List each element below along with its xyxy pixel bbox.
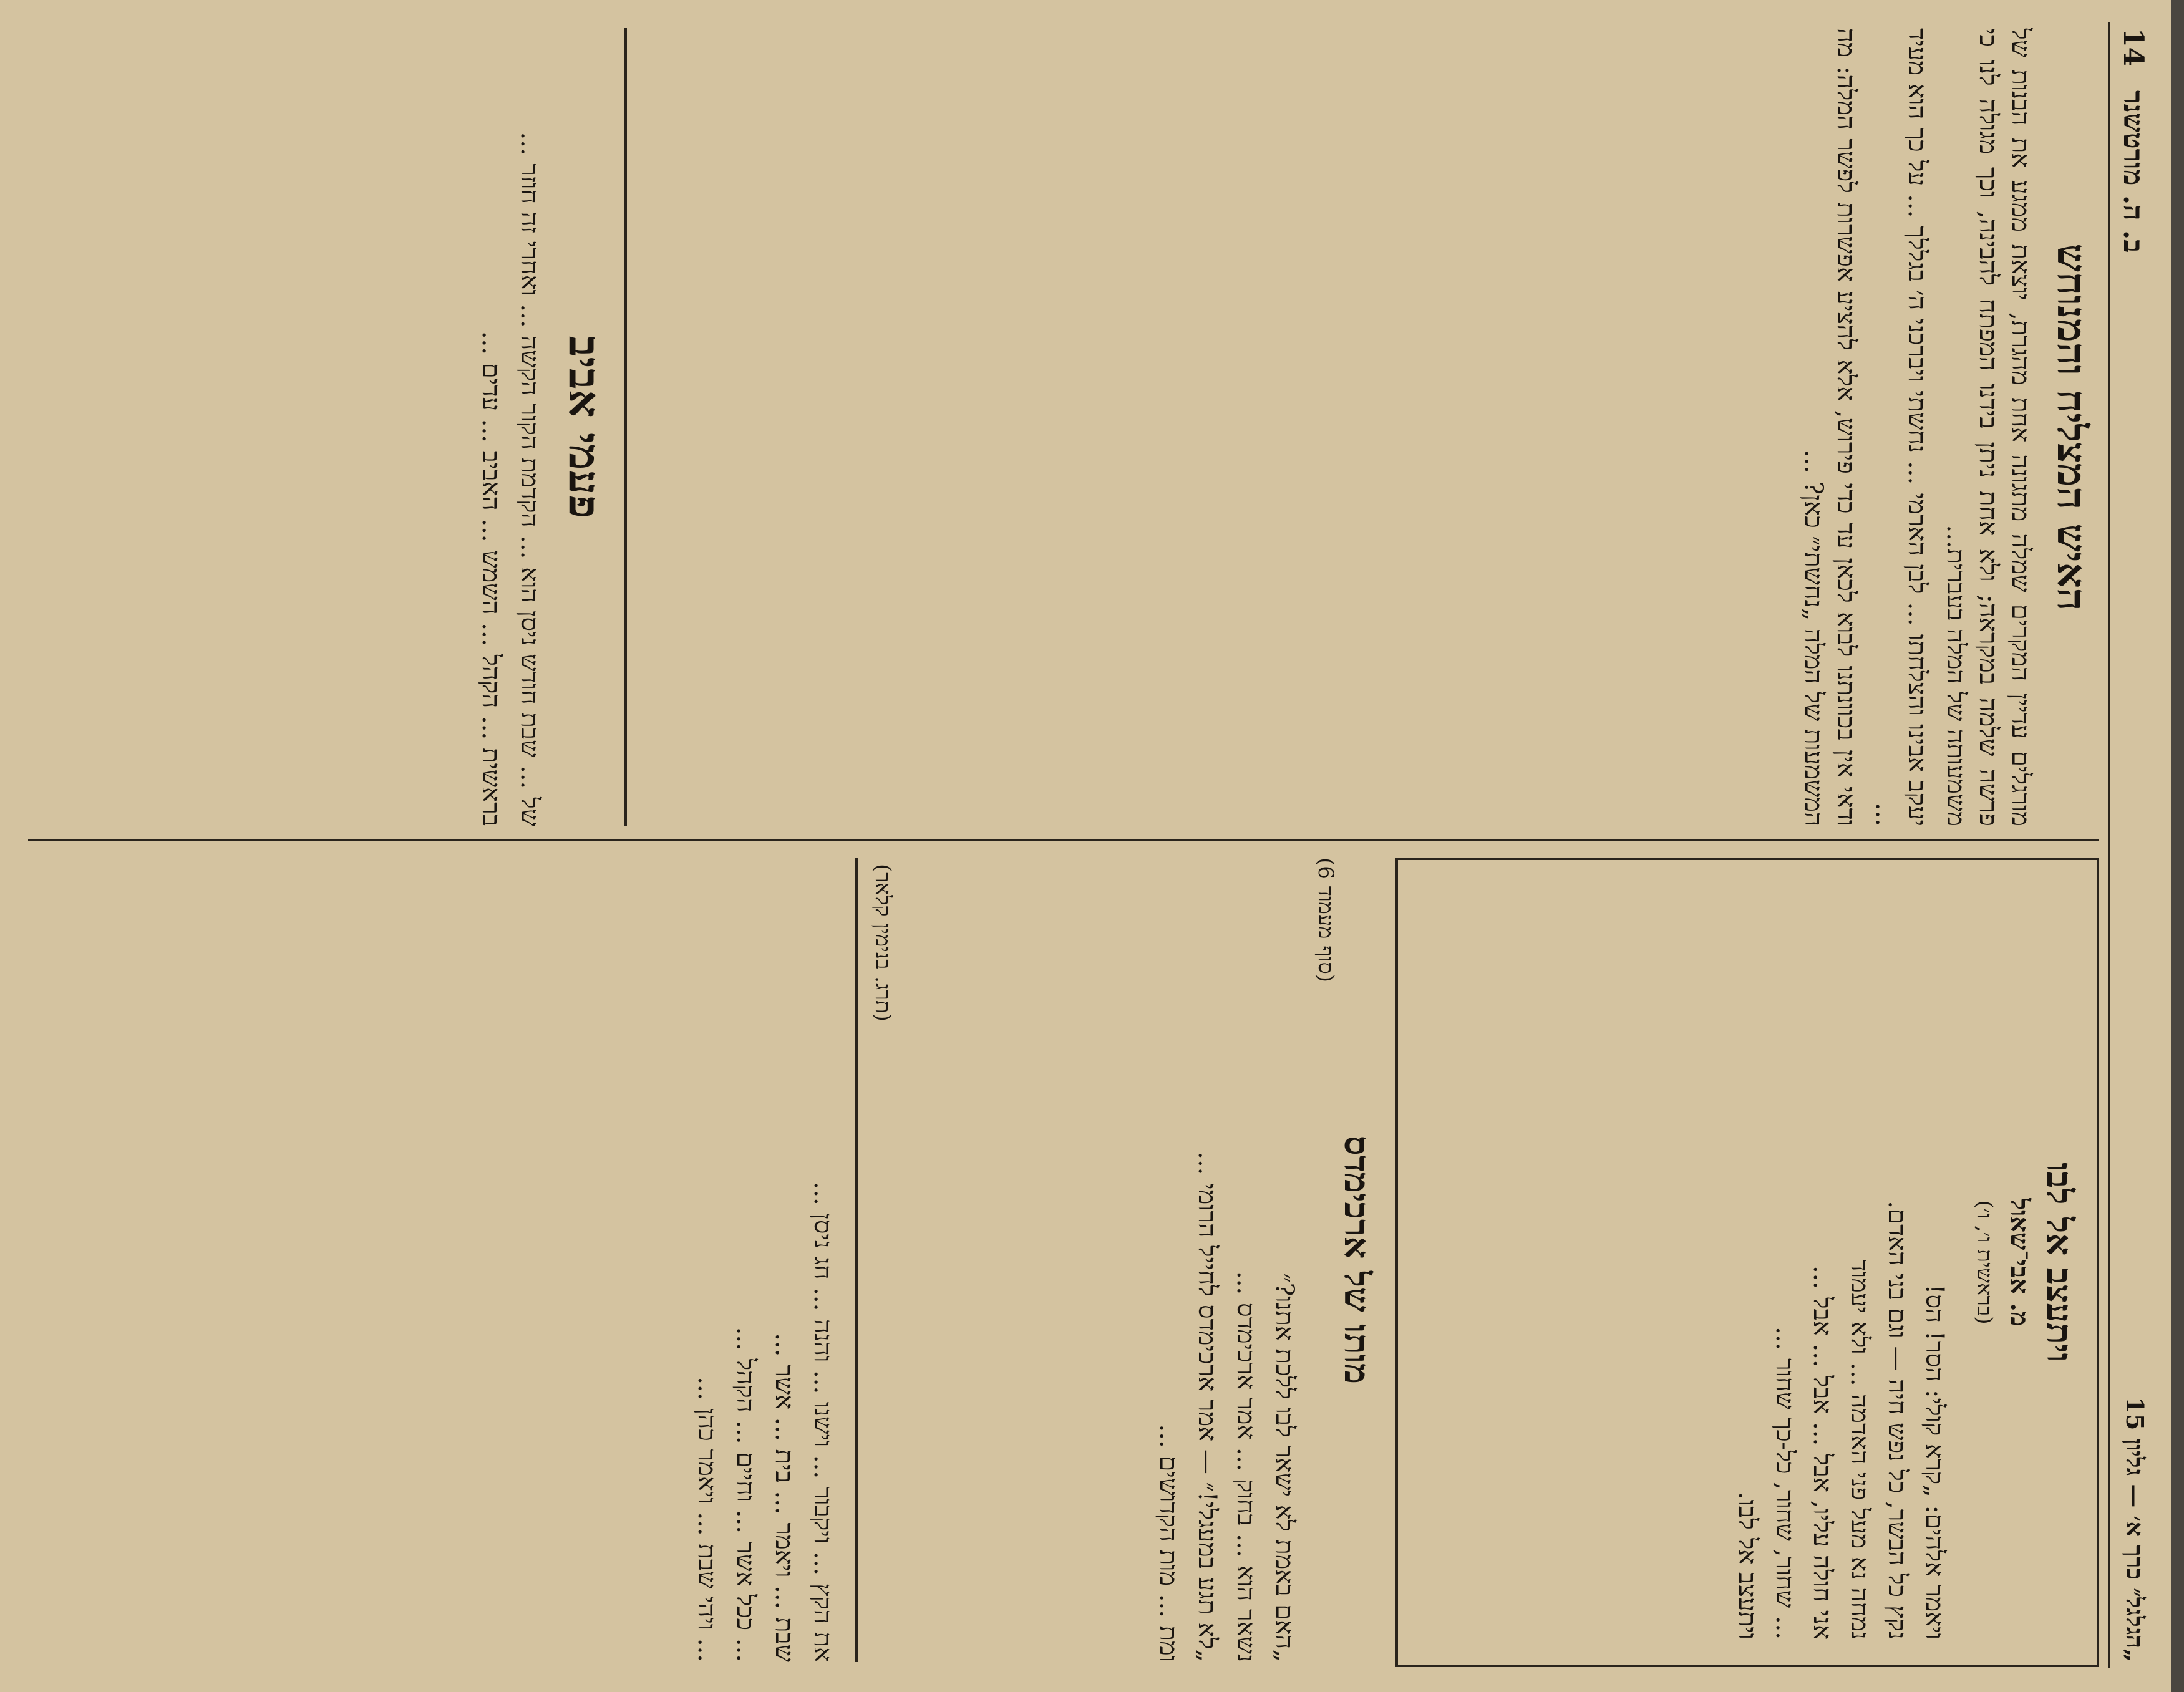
rotated-page xyxy=(9,3,2162,1687)
paragraph: בראשית ... הקהל ... השמש ... האביב ... עדים ... xyxy=(477,331,505,826)
paragraph: של ... שבת חודש ניסן הוא ... הקדמת הקור הקשה ... ואחרי זה חוזר ... xyxy=(515,132,544,826)
poem-line: אני חולה עליו, אבל ... אבל ... אבל ... xyxy=(1808,1265,1837,1640)
article-title: מותו של ארכימדס xyxy=(1336,1135,1377,1385)
paragraph: נשאר הוא ... בחוק ... אמר ארכימדס ... xyxy=(1231,1270,1260,1662)
page-number: 14 xyxy=(2117,28,2149,67)
paragraph: שבת ... ויאמר ... בית ... אשר ... xyxy=(770,1333,798,1662)
page-divider xyxy=(28,839,2099,841)
section-rule xyxy=(624,28,627,826)
article-title: פעמי אביב xyxy=(559,336,611,519)
paragraph: „לא תגע במעגלי!״ — אמר ארכימדס לחייל הרומי ... xyxy=(1193,1151,1221,1662)
poem-author: מ. אבי־שאול xyxy=(2005,1198,2034,1327)
author-header: ב. ה. מורטשנר xyxy=(2117,90,2149,253)
paragraph: ... ככל אשר ... וחיים ... הקהל ... xyxy=(731,1327,760,1662)
section-rule xyxy=(855,858,858,1662)
paragraph: „האם באמת לא ישאר לבו ללכת אתנו?״ xyxy=(1270,1273,1299,1662)
poem-title: ויתעצב אל לבו xyxy=(2039,1163,2080,1362)
article-body xyxy=(34,28,546,826)
poem-line: נמחה נא מעל פני האדמה ... ולא יעמוד xyxy=(1845,1259,1874,1640)
poem-epigraph: (בראשית ו׳, ו׳) xyxy=(1972,1200,1997,1325)
paragraph: את הקץ ... ויקבור ... וישנו ... והנה ... חג ניסן ... xyxy=(808,1181,837,1662)
translator-credit: (תרג. בנימין קלאר) xyxy=(870,864,895,1022)
paragraph: ומת ... מות הקדושים ... xyxy=(1154,1424,1183,1662)
poem-line: נקץ כל הבשר, כל נפש חיה — וגם בני האדם. xyxy=(1883,1201,1911,1640)
article-title: האיש המצליח והמנוחש xyxy=(2048,243,2095,611)
article-body xyxy=(639,28,2037,826)
poem-box xyxy=(1395,858,2099,1667)
paragraph: מורגלים עדיין המקרים שמלה מתגונה אחת מהגרת, יוצאת ממגע את הבנות של פרשה שלמה במקראה; ולא אחת ניתן בידנו המפתח להבינה, וכך מגולה לנו כי משמעותה של המלה בעברית... xyxy=(1941,28,2035,826)
poem-line: ויאמר אלהים: „קרא קולי: הסר! הס! xyxy=(1920,1284,1949,1640)
article-body xyxy=(901,858,1301,1662)
header-rule xyxy=(2108,22,2110,1668)
article-epigraph: (סוף מעמוד 6) xyxy=(1313,858,1338,983)
poem-line: ויתעצב אל לבו. xyxy=(1733,1491,1762,1640)
poem-body xyxy=(1729,885,1953,1640)
paragraph: יעקב אבינו והצלחתו ... לבן הארמי ... נחשתי ויברכני ה׳ בגללך ... על כך הוא מעיד ... xyxy=(1870,28,1931,826)
poem-line: ... שחור, שחור, כל-כך שחור ... xyxy=(1770,1327,1799,1640)
paragraph: ... ויהי שבת ... ויאמר כהן ... xyxy=(692,1376,721,1662)
article-body xyxy=(34,858,839,1662)
paragraph: ודאי אין בכוונתנו לבוא לכאן עד כדי פירוש, אלא להציע אפשרות לפשר המלה: מה המשמעות של המלה „נחשתי״ כאן? ... xyxy=(1799,28,1860,826)
journal-header: „הגלגל״ כרך א׳ — גליון 15 xyxy=(2121,1397,2149,1662)
